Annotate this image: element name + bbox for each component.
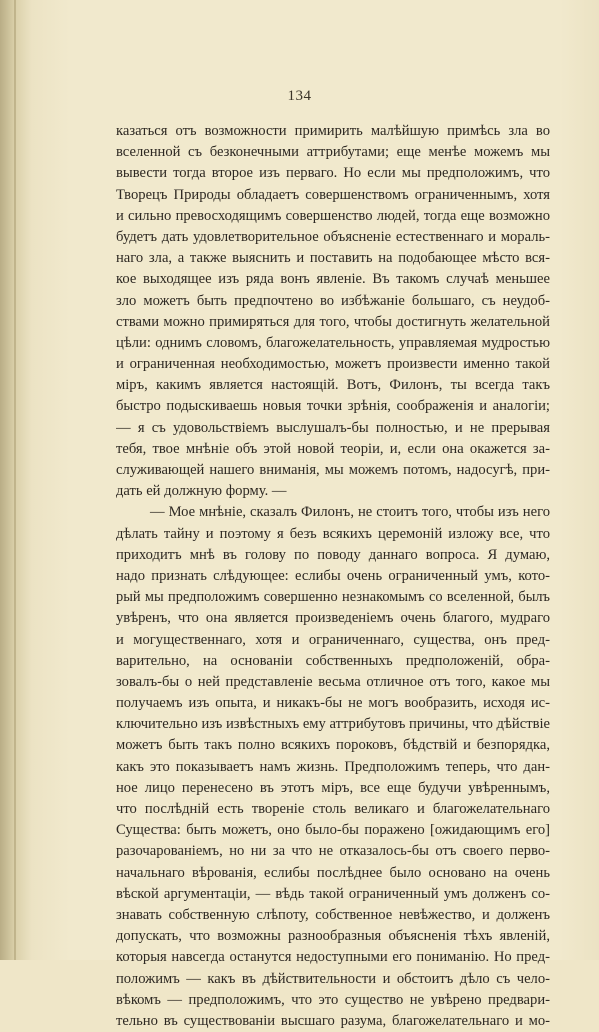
text-line: какъ это показываетъ намъ жизнь. Предположимъ теперь, что дан- bbox=[116, 758, 550, 775]
text-line: варительно, на основаніи собственныхъ предположеній, обра- bbox=[116, 652, 550, 669]
text-line: ное лицо перенесено въ этотъ міръ, все еще будучи увѣреннымъ, bbox=[116, 779, 550, 796]
text-line: будетъ дать удовлетворительное объясненіе естественнаго и мораль- bbox=[116, 228, 550, 245]
text-line: рый мы предположимъ совершенно незнакомымъ со вселенной, былъ bbox=[116, 589, 550, 606]
text-line: цѣли: однимъ словомъ, благожелательность, управляемая мудростью bbox=[116, 334, 550, 351]
text-line: вѣской аргументаціи, — вѣдь такой ограниченный умъ долженъ со- bbox=[116, 885, 550, 902]
text-line: разочарованіемъ, но ни за что не отказалось-бы отъ своего перво- bbox=[116, 843, 550, 860]
text-line: — я съ удовольствіемъ выслушалъ-бы полностью, и не прерывая bbox=[116, 419, 550, 436]
text-line: начальнаго вѣрованія, еслибы послѣднее было основано на очень bbox=[116, 864, 550, 881]
text-line: зовалъ-бы о ней представленіе весьма отличное отъ того, какое мы bbox=[116, 673, 550, 690]
text-line: приходитъ мнѣ въ голову по поводу даннаго вопроса. Я думаю, bbox=[116, 546, 550, 563]
text-line: и могущественнаго, хотя и ограниченнаго, существа, онъ пред- bbox=[116, 631, 550, 648]
text-line: можетъ быть такъ полно всякихъ пороковъ, бѣдствій и безпорядка, bbox=[116, 737, 550, 754]
page-number: 134 bbox=[287, 88, 312, 104]
text-line: допускать, что возможны разнообразныя объясненія тѣхъ явленій, bbox=[116, 928, 550, 945]
text-line: увѣренъ, что она является произведеніемъ очень благого, мудраго bbox=[116, 610, 550, 627]
text-line: положимъ — какъ въ дѣйствительности и обстоитъ дѣло съ чело- bbox=[116, 970, 550, 987]
text-line: казаться отъ возможности примирить малѣйшую примѣсь зла во bbox=[116, 123, 550, 139]
text-line: получаемъ изъ опыта, и никакъ-бы не могъ вообразить, исходя ис- bbox=[116, 695, 550, 712]
text-line: дать ей должную форму. — bbox=[116, 483, 287, 500]
text-line: надо признать слѣдующее: еслибы очень ограниченный умъ, кото- bbox=[116, 567, 550, 584]
text-line: міръ, какимъ является настоящій. Вотъ, Филонъ, ты всегда такъ bbox=[116, 377, 550, 394]
text-line: и сильно превосходящимъ совершенство людей, тогда еще возможно bbox=[116, 207, 550, 224]
text-line: знавать собственную слѣпоту, собственное невѣжество, и долженъ bbox=[116, 906, 550, 923]
text-line: Существа: быть можетъ, оно было-бы поражено [ожидающимъ его] bbox=[116, 822, 550, 839]
text-line: и ограниченная необходимостью, можетъ произвести именно такой bbox=[116, 356, 550, 373]
text-line: вѣкомъ — предположимъ, что это существо не увѣрено предвари- bbox=[116, 991, 550, 1008]
text-line: что послѣдній есть твореніе столь великаго и благожелательнаго bbox=[116, 801, 550, 817]
text-line: — Мое мнѣніе, сказалъ Филонъ, не стоитъ того, чтобы изъ него bbox=[150, 504, 550, 521]
page-gutter bbox=[14, 0, 16, 960]
text-line: тельно въ существованіи высшаго разума, благожелательнаго и мо- bbox=[116, 1012, 550, 1029]
text-line: которыя навсегда останутся недоступными его пониманію. Но пред- bbox=[116, 949, 550, 966]
text-line: вывести тогда второе изъ перваго. Но если мы предположимъ, что bbox=[116, 165, 550, 182]
text-line: быстро подыскиваешь новыя точки зрѣнія, соображенія и аналогіи; bbox=[116, 398, 550, 415]
text-line: служивающей нашего вниманія, мы можемъ потомъ, надосугѣ, при- bbox=[116, 462, 550, 478]
text-line: вселенной съ безконечными аттрибутами; еще менѣе можемъ мы bbox=[116, 144, 550, 161]
text-line: наго зла, а также выяснить и поставить на подобающее мѣсто вся- bbox=[116, 250, 550, 267]
text-line: тебя, твое мнѣніе объ этой новой теоріи, и, если она окажется за- bbox=[116, 440, 550, 457]
text-line: ключительно изъ извѣстныхъ ему аттрибутовъ причины, что дѣйствіе bbox=[116, 716, 550, 733]
text-line: кое выходящее изъ ряда вонъ явленіе. Въ такомъ случаѣ меньшее bbox=[116, 271, 550, 288]
text-line: Творецъ Природы обладаетъ совершенствомъ ограниченнымъ, хотя bbox=[116, 186, 550, 203]
text-line: ствами можно примиряться для того, чтобы достигнуть желательной bbox=[116, 313, 550, 330]
body-text bbox=[116, 121, 550, 1032]
text-line: дѣлать тайну и поэтому я безъ всякихъ церемоній изложу все, что bbox=[116, 525, 550, 542]
text-line: зло можетъ быть предпочтено во избѣжаніе большаго, съ неудоб- bbox=[116, 292, 550, 309]
